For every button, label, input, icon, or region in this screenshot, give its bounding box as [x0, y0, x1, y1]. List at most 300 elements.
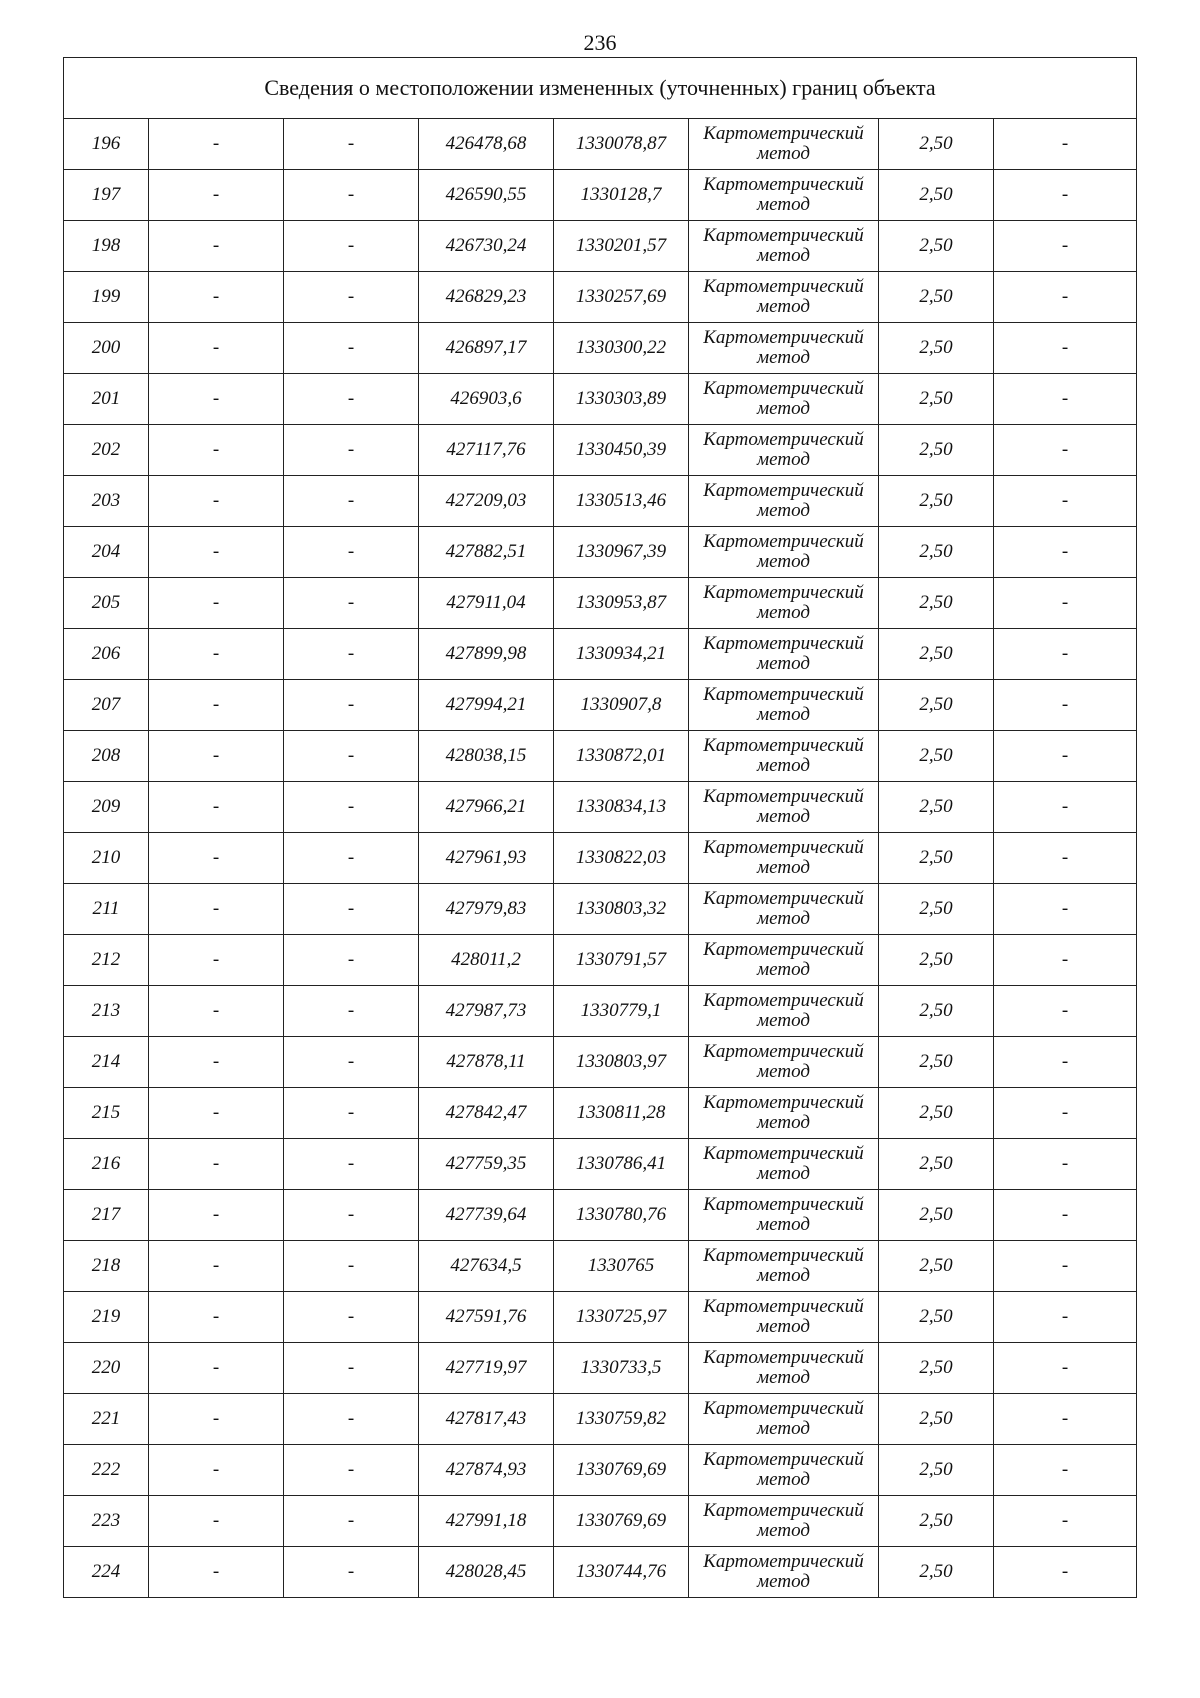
- old-y-cell: -: [284, 833, 419, 884]
- new-x-cell: 426478,68: [419, 119, 554, 170]
- method-line1: Картометрический: [703, 429, 864, 450]
- point-number-cell: 220: [64, 1343, 149, 1394]
- new-y-cell: 1330733,5: [554, 1343, 689, 1394]
- new-x-cell: 427961,93: [419, 833, 554, 884]
- point-number-cell: 221: [64, 1394, 149, 1445]
- method-line1: Картометрический: [703, 174, 864, 195]
- method-cell: [689, 323, 879, 374]
- note-cell: -: [994, 1037, 1137, 1088]
- note-cell: -: [994, 1496, 1137, 1547]
- table-row: [64, 1343, 1137, 1394]
- old-x-cell: -: [149, 1496, 284, 1547]
- new-x-cell: 427759,35: [419, 1139, 554, 1190]
- note-cell: -: [994, 374, 1137, 425]
- point-number-cell: 222: [64, 1445, 149, 1496]
- accuracy-cell: 2,50: [879, 221, 994, 272]
- new-y-cell: 1330744,76: [554, 1547, 689, 1598]
- point-number-cell: 208: [64, 731, 149, 782]
- method-cell: [689, 1292, 879, 1343]
- method-line2: метод: [757, 398, 810, 419]
- accuracy-cell: 2,50: [879, 578, 994, 629]
- method-cell: [689, 1343, 879, 1394]
- note-cell: -: [994, 833, 1137, 884]
- new-x-cell: 427209,03: [419, 476, 554, 527]
- accuracy-cell: 2,50: [879, 1496, 994, 1547]
- new-y-cell: 1330934,21: [554, 629, 689, 680]
- old-x-cell: -: [149, 272, 284, 323]
- new-x-cell: 427634,5: [419, 1241, 554, 1292]
- accuracy-cell: 2,50: [879, 986, 994, 1037]
- note-cell: -: [994, 1343, 1137, 1394]
- point-number-cell: 211: [64, 884, 149, 935]
- old-x-cell: -: [149, 476, 284, 527]
- method-cell: [689, 782, 879, 833]
- new-y-cell: 1330450,39: [554, 425, 689, 476]
- old-x-cell: -: [149, 221, 284, 272]
- method-line1: Картометрический: [703, 1398, 864, 1419]
- point-number-cell: 216: [64, 1139, 149, 1190]
- new-y-cell: 1330811,28: [554, 1088, 689, 1139]
- point-number-cell: 215: [64, 1088, 149, 1139]
- table-row: [64, 1139, 1137, 1190]
- old-y-cell: -: [284, 1088, 419, 1139]
- new-x-cell: 427817,43: [419, 1394, 554, 1445]
- method-cell: [689, 578, 879, 629]
- method-line2: метод: [757, 1163, 810, 1184]
- old-y-cell: -: [284, 731, 419, 782]
- accuracy-cell: 2,50: [879, 1037, 994, 1088]
- method-line1: Картометрический: [703, 531, 864, 552]
- method-line1: Картометрический: [703, 786, 864, 807]
- method-line1: Картометрический: [703, 480, 864, 501]
- new-x-cell: 427991,18: [419, 1496, 554, 1547]
- note-cell: -: [994, 731, 1137, 782]
- new-y-cell: 1330759,82: [554, 1394, 689, 1445]
- old-y-cell: -: [284, 1292, 419, 1343]
- new-x-cell: 427966,21: [419, 782, 554, 833]
- old-y-cell: -: [284, 323, 419, 374]
- note-cell: -: [994, 425, 1137, 476]
- table-row: [64, 425, 1137, 476]
- method-line1: Картометрический: [703, 1041, 864, 1062]
- old-x-cell: -: [149, 1241, 284, 1292]
- old-x-cell: -: [149, 1292, 284, 1343]
- old-x-cell: -: [149, 680, 284, 731]
- new-y-cell: 1330769,69: [554, 1496, 689, 1547]
- method-line2: метод: [757, 1520, 810, 1541]
- old-y-cell: -: [284, 374, 419, 425]
- method-cell: [689, 1139, 879, 1190]
- table-row: [64, 374, 1137, 425]
- method-line1: Картометрический: [703, 1551, 864, 1572]
- accuracy-cell: 2,50: [879, 119, 994, 170]
- accuracy-cell: 2,50: [879, 884, 994, 935]
- old-y-cell: -: [284, 221, 419, 272]
- method-line1: Картометрический: [703, 888, 864, 909]
- method-cell: [689, 170, 879, 221]
- table-row: [64, 1496, 1137, 1547]
- method-line1: Картометрический: [703, 684, 864, 705]
- accuracy-cell: 2,50: [879, 1292, 994, 1343]
- new-x-cell: 427911,04: [419, 578, 554, 629]
- point-number-cell: 196: [64, 119, 149, 170]
- old-x-cell: -: [149, 1139, 284, 1190]
- method-line2: метод: [757, 551, 810, 572]
- old-x-cell: -: [149, 578, 284, 629]
- note-cell: -: [994, 1088, 1137, 1139]
- old-y-cell: -: [284, 1241, 419, 1292]
- old-x-cell: -: [149, 1343, 284, 1394]
- method-cell: [689, 527, 879, 578]
- old-x-cell: -: [149, 629, 284, 680]
- method-cell: [689, 884, 879, 935]
- method-line2: метод: [757, 143, 810, 164]
- old-x-cell: -: [149, 527, 284, 578]
- method-cell: [689, 629, 879, 680]
- accuracy-cell: 2,50: [879, 629, 994, 680]
- note-cell: -: [994, 680, 1137, 731]
- table-row: [64, 323, 1137, 374]
- table-row: [64, 1292, 1137, 1343]
- old-x-cell: -: [149, 782, 284, 833]
- point-number-cell: 219: [64, 1292, 149, 1343]
- accuracy-cell: 2,50: [879, 1190, 994, 1241]
- old-x-cell: -: [149, 1037, 284, 1088]
- new-x-cell: 427591,76: [419, 1292, 554, 1343]
- page-number: 236: [583, 30, 617, 55]
- method-cell: [689, 935, 879, 986]
- table-row: [64, 221, 1137, 272]
- old-y-cell: -: [284, 170, 419, 221]
- note-cell: -: [994, 629, 1137, 680]
- method-line2: метод: [757, 1265, 810, 1286]
- new-y-cell: 1330791,57: [554, 935, 689, 986]
- method-cell: [689, 833, 879, 884]
- method-line2: метод: [757, 1010, 810, 1031]
- table-row: [64, 1088, 1137, 1139]
- method-line1: Картометрический: [703, 327, 864, 348]
- note-cell: -: [994, 1445, 1137, 1496]
- point-number-cell: 218: [64, 1241, 149, 1292]
- method-line1: Картометрический: [703, 1143, 864, 1164]
- method-line2: метод: [757, 296, 810, 317]
- new-x-cell: 426903,6: [419, 374, 554, 425]
- old-y-cell: -: [284, 782, 419, 833]
- method-line2: метод: [757, 194, 810, 215]
- note-cell: -: [994, 323, 1137, 374]
- new-x-cell: 428038,15: [419, 731, 554, 782]
- method-cell: [689, 1088, 879, 1139]
- point-number-cell: 198: [64, 221, 149, 272]
- table-row: [64, 680, 1137, 731]
- method-line1: Картометрический: [703, 939, 864, 960]
- method-cell: [689, 1190, 879, 1241]
- point-number-cell: 224: [64, 1547, 149, 1598]
- new-y-cell: 1330303,89: [554, 374, 689, 425]
- note-cell: -: [994, 1139, 1137, 1190]
- old-x-cell: -: [149, 119, 284, 170]
- table-row: [64, 782, 1137, 833]
- accuracy-cell: 2,50: [879, 323, 994, 374]
- note-cell: -: [994, 782, 1137, 833]
- method-cell: [689, 1445, 879, 1496]
- method-line1: Картометрический: [703, 1449, 864, 1470]
- method-cell: [689, 680, 879, 731]
- accuracy-cell: 2,50: [879, 935, 994, 986]
- method-cell: [689, 119, 879, 170]
- method-line1: Картометрический: [703, 735, 864, 756]
- new-y-cell: 1330786,41: [554, 1139, 689, 1190]
- new-y-cell: 1330822,03: [554, 833, 689, 884]
- old-x-cell: -: [149, 1445, 284, 1496]
- table-row: [64, 1394, 1137, 1445]
- method-line1: Картометрический: [703, 1347, 864, 1368]
- table-row: [64, 476, 1137, 527]
- method-line2: метод: [757, 908, 810, 929]
- point-number-cell: 204: [64, 527, 149, 578]
- table-row: [64, 527, 1137, 578]
- table-row: [64, 119, 1137, 170]
- old-x-cell: -: [149, 935, 284, 986]
- point-number-cell: 200: [64, 323, 149, 374]
- new-y-cell: 1330834,13: [554, 782, 689, 833]
- old-y-cell: -: [284, 680, 419, 731]
- method-line2: метод: [757, 755, 810, 776]
- new-y-cell: 1330765: [554, 1241, 689, 1292]
- old-y-cell: -: [284, 1394, 419, 1445]
- old-x-cell: -: [149, 1394, 284, 1445]
- new-y-cell: 1330803,32: [554, 884, 689, 935]
- method-cell: [689, 1241, 879, 1292]
- accuracy-cell: 2,50: [879, 1343, 994, 1394]
- point-number-cell: 203: [64, 476, 149, 527]
- old-y-cell: -: [284, 935, 419, 986]
- point-number-cell: 213: [64, 986, 149, 1037]
- new-x-cell: 428011,2: [419, 935, 554, 986]
- method-line1: Картометрический: [703, 837, 864, 858]
- new-y-cell: 1330257,69: [554, 272, 689, 323]
- method-line2: метод: [757, 1112, 810, 1133]
- method-line1: Картометрический: [703, 1500, 864, 1521]
- new-y-cell: 1330779,1: [554, 986, 689, 1037]
- new-x-cell: 426897,17: [419, 323, 554, 374]
- table-row: [64, 578, 1137, 629]
- new-y-cell: 1330953,87: [554, 578, 689, 629]
- old-x-cell: -: [149, 1088, 284, 1139]
- accuracy-cell: 2,50: [879, 1547, 994, 1598]
- method-cell: [689, 425, 879, 476]
- method-line2: метод: [757, 602, 810, 623]
- table-row: [64, 272, 1137, 323]
- method-line1: Картометрический: [703, 582, 864, 603]
- point-number-cell: 223: [64, 1496, 149, 1547]
- table-row: [64, 1190, 1137, 1241]
- note-cell: -: [994, 578, 1137, 629]
- table-row: [64, 1241, 1137, 1292]
- old-y-cell: -: [284, 578, 419, 629]
- method-cell: [689, 1547, 879, 1598]
- accuracy-cell: 2,50: [879, 1088, 994, 1139]
- method-line1: Картометрический: [703, 276, 864, 297]
- old-y-cell: -: [284, 1037, 419, 1088]
- accuracy-cell: 2,50: [879, 527, 994, 578]
- new-x-cell: 427739,64: [419, 1190, 554, 1241]
- note-cell: -: [994, 1190, 1137, 1241]
- method-line2: метод: [757, 959, 810, 980]
- method-line1: Картометрический: [703, 1296, 864, 1317]
- point-number-cell: 202: [64, 425, 149, 476]
- accuracy-cell: 2,50: [879, 425, 994, 476]
- old-y-cell: -: [284, 1496, 419, 1547]
- method-line2: метод: [757, 245, 810, 266]
- method-line2: метод: [757, 857, 810, 878]
- table-row: [64, 986, 1137, 1037]
- method-cell: [689, 1037, 879, 1088]
- new-y-cell: 1330967,39: [554, 527, 689, 578]
- accuracy-cell: 2,50: [879, 731, 994, 782]
- method-line2: метод: [757, 653, 810, 674]
- accuracy-cell: 2,50: [879, 680, 994, 731]
- note-cell: -: [994, 1547, 1137, 1598]
- accuracy-cell: 2,50: [879, 1139, 994, 1190]
- accuracy-cell: 2,50: [879, 833, 994, 884]
- method-line2: метод: [757, 347, 810, 368]
- point-number-cell: 206: [64, 629, 149, 680]
- method-line1: Картометрический: [703, 378, 864, 399]
- method-line1: Картометрический: [703, 1245, 864, 1266]
- note-cell: -: [994, 272, 1137, 323]
- new-x-cell: 427842,47: [419, 1088, 554, 1139]
- old-x-cell: -: [149, 1547, 284, 1598]
- old-y-cell: -: [284, 986, 419, 1037]
- table-row: [64, 1037, 1137, 1088]
- method-cell: [689, 1496, 879, 1547]
- method-cell: [689, 476, 879, 527]
- new-x-cell: 426730,24: [419, 221, 554, 272]
- new-x-cell: 427874,93: [419, 1445, 554, 1496]
- new-y-cell: 1330300,22: [554, 323, 689, 374]
- method-cell: [689, 221, 879, 272]
- note-cell: -: [994, 527, 1137, 578]
- accuracy-cell: 2,50: [879, 1445, 994, 1496]
- method-line2: метод: [757, 500, 810, 521]
- method-line2: метод: [757, 1571, 810, 1592]
- method-line2: метод: [757, 449, 810, 470]
- note-cell: -: [994, 119, 1137, 170]
- method-cell: [689, 1394, 879, 1445]
- old-y-cell: -: [284, 884, 419, 935]
- note-cell: -: [994, 1394, 1137, 1445]
- accuracy-cell: 2,50: [879, 272, 994, 323]
- old-y-cell: -: [284, 527, 419, 578]
- method-line1: Картометрический: [703, 633, 864, 654]
- table-row: [64, 1547, 1137, 1598]
- accuracy-cell: 2,50: [879, 476, 994, 527]
- new-y-cell: 1330513,46: [554, 476, 689, 527]
- method-line2: метод: [757, 1469, 810, 1490]
- new-y-cell: 1330201,57: [554, 221, 689, 272]
- note-cell: -: [994, 1241, 1137, 1292]
- old-x-cell: -: [149, 986, 284, 1037]
- method-line1: Картометрический: [703, 123, 864, 144]
- new-y-cell: 1330769,69: [554, 1445, 689, 1496]
- table-row: [64, 935, 1137, 986]
- table-row: [64, 731, 1137, 782]
- note-cell: -: [994, 935, 1137, 986]
- old-x-cell: -: [149, 833, 284, 884]
- old-x-cell: -: [149, 731, 284, 782]
- new-y-cell: 1330803,97: [554, 1037, 689, 1088]
- point-number-cell: 197: [64, 170, 149, 221]
- old-x-cell: -: [149, 374, 284, 425]
- old-y-cell: -: [284, 629, 419, 680]
- new-x-cell: 426829,23: [419, 272, 554, 323]
- point-number-cell: 205: [64, 578, 149, 629]
- method-line1: Картометрический: [703, 1194, 864, 1215]
- method-cell: [689, 272, 879, 323]
- point-number-cell: 209: [64, 782, 149, 833]
- method-line2: метод: [757, 1367, 810, 1388]
- point-number-cell: 199: [64, 272, 149, 323]
- accuracy-cell: 2,50: [879, 782, 994, 833]
- new-y-cell: 1330872,01: [554, 731, 689, 782]
- new-x-cell: 427987,73: [419, 986, 554, 1037]
- point-number-cell: 212: [64, 935, 149, 986]
- table-row: [64, 1445, 1137, 1496]
- new-y-cell: 1330780,76: [554, 1190, 689, 1241]
- old-y-cell: -: [284, 1343, 419, 1394]
- new-x-cell: 427719,97: [419, 1343, 554, 1394]
- new-y-cell: 1330128,7: [554, 170, 689, 221]
- note-cell: -: [994, 476, 1137, 527]
- old-y-cell: -: [284, 1139, 419, 1190]
- new-y-cell: 1330725,97: [554, 1292, 689, 1343]
- old-y-cell: -: [284, 1445, 419, 1496]
- method-line2: метод: [757, 704, 810, 725]
- new-x-cell: 427899,98: [419, 629, 554, 680]
- accuracy-cell: 2,50: [879, 374, 994, 425]
- old-x-cell: -: [149, 170, 284, 221]
- table-title: Сведения о местоположении измененных (уточненных) границ объекта: [64, 58, 1137, 119]
- new-x-cell: 427878,11: [419, 1037, 554, 1088]
- new-x-cell: 426590,55: [419, 170, 554, 221]
- note-cell: -: [994, 986, 1137, 1037]
- new-y-cell: 1330078,87: [554, 119, 689, 170]
- old-y-cell: -: [284, 272, 419, 323]
- method-line2: метод: [757, 806, 810, 827]
- method-cell: [689, 374, 879, 425]
- method-cell: [689, 731, 879, 782]
- old-y-cell: -: [284, 476, 419, 527]
- point-number-cell: 217: [64, 1190, 149, 1241]
- new-y-cell: 1330907,8: [554, 680, 689, 731]
- method-line1: Картометрический: [703, 990, 864, 1011]
- old-x-cell: -: [149, 1190, 284, 1241]
- point-number-cell: 210: [64, 833, 149, 884]
- method-line2: метод: [757, 1061, 810, 1082]
- coordinates-table: [63, 57, 1137, 1598]
- table-header-row: [64, 58, 1137, 119]
- note-cell: -: [994, 170, 1137, 221]
- note-cell: -: [994, 221, 1137, 272]
- point-number-cell: 214: [64, 1037, 149, 1088]
- new-x-cell: 427979,83: [419, 884, 554, 935]
- new-x-cell: 427882,51: [419, 527, 554, 578]
- old-x-cell: -: [149, 884, 284, 935]
- accuracy-cell: 2,50: [879, 1241, 994, 1292]
- new-x-cell: 427994,21: [419, 680, 554, 731]
- old-x-cell: -: [149, 323, 284, 374]
